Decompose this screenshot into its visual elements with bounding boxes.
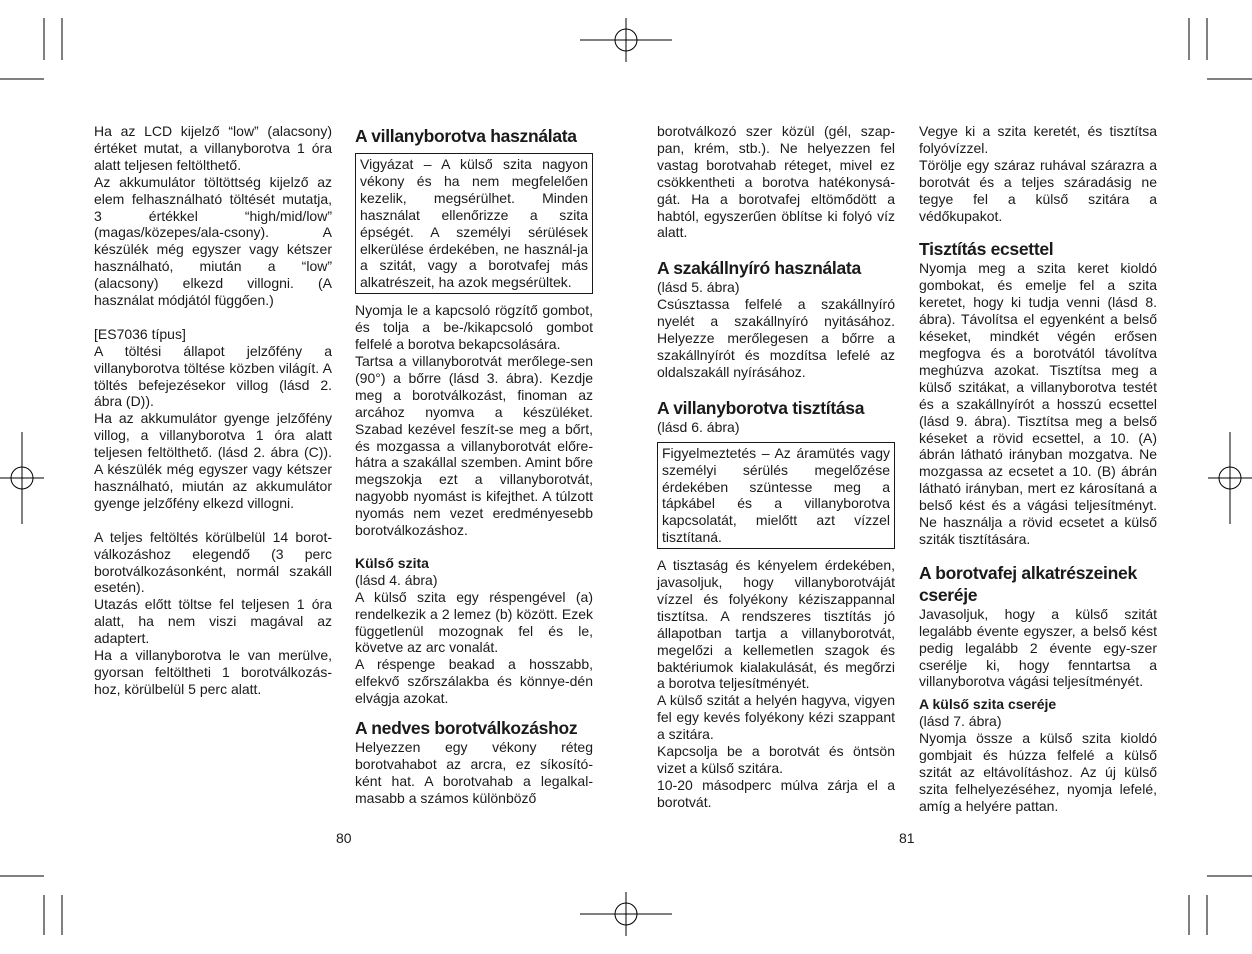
section-heading: A villanyborotva tisztítása <box>657 397 865 418</box>
paragraph: A külső szitát a helyén hagyva, vigyen fel egy kevés folyékony kézi szappant a szitára. <box>657 692 895 743</box>
paragraph: A külső szita egy réspengével (a) rendelkezik a 2 lemez (b) között. Ezek függetlenül mozognak fel és le, követve az arc vonalát. <box>355 588 593 656</box>
paragraph: 10-20 másodperc múlva zárja el a borotvát. <box>657 776 895 810</box>
subsection-heading: A külső szita cseréje <box>919 696 1057 713</box>
paragraph: (lásd 6. ábra) <box>657 418 740 435</box>
paragraph: Nyomja össze a külső szita kioldó gombjait és húzza felfelé a külső szitát az eltávolításhoz. Az új külső szita felhelyezéséhez, nyomja lefelé, amíg a helyére pattan. <box>919 730 1157 814</box>
paragraph: [ES7036 típus] <box>94 325 186 342</box>
page-number: 81 <box>899 830 915 846</box>
right-page-column-1 <box>657 123 895 811</box>
section-heading: Tisztítás ecsettel <box>919 239 1054 260</box>
paragraph: borotválkozó szer közül (gél, szap-pan, krém, stb.). Ne helyezzen fel vastag borotvahab réteget, mivel ez csökkentheti a borotva hatékonysá-gát. Ha a borotvafej eltömődött a habtól, egyszerűen öblítse ki folyó víz alatt. <box>657 123 895 241</box>
warning-box <box>657 442 895 549</box>
paragraph: Nyomja le a kapcsoló rögzítő gombot, és tolja a be-/kikapcsoló gombot felfelé a borotva bekapcsolására. <box>355 302 593 353</box>
section-heading: A villanyborotva használata <box>355 126 577 146</box>
paragraph: Az akkumulátor töltöttség kijelző az elem felhasználható töltését mutatja, 3 értékkel “high/mid/low” (magas/közepes/ala-csony). A készülék még egyszer vagy kétszer használható, miután a “low” (alacsony) elkezd villogni. (A használat módjától függően.) <box>94 173 332 309</box>
warning-text: Figyelmeztetés – Az áramütés vagy személyi sérülés megelőzése érdekében szüntesse meg a tápkábel és a villanyborotva kapcsolatát, mielőtt azt vízzel tisztítaná. <box>662 444 890 546</box>
paragraph: Ha a villanyborotva le van merülve, gyorsan feltöltheti 1 borotválkozás-hoz, körülbelül 5 perc alatt. <box>94 647 332 697</box>
paragraph: A töltési állapot jelzőfény a villanyborotva töltése közben világít. A töltés befejezésekor villog (lásd 2. ábra (D)). <box>94 342 332 410</box>
paragraph: (lásd 7. ábra) <box>919 713 1002 730</box>
paragraph: Nyomja meg a szita keret kioldó gombokat, és emelje fel a szita keretet, hogy ki tudja venni (lásd 8. ábra). Távolítsa el egyenként a belső késeket, mindkét végén erősen megfogva és a borotvától távolítva meghúzva azokat. Tisztítsa meg a külső szitákat, a villanyborotva testét és a szakállnyírót a hosszú ecsettel (lásd 9. ábra). Tisztítsa meg a belső késeket a rövid ecsettel, a 10. (A) ábrán látható irányban mozgatva. Ne mozgassa az ecsetet a 10. (B) ábrán látható irányban, mert ez károsítaná a belső kést és a vágási teljesítményt. Ne használja a rövid ecsetet a külső sziták tisztítására. <box>919 260 1157 547</box>
section-heading: A nedves borotválkozáshoz <box>355 718 578 739</box>
paragraph: Csúsztassa felfelé a szakállnyíró nyelét a szakállnyíró nyitásához. Helyezze merőlegesen a bőrre a szakállnyírót és mozdítsa lefelé az oldalszakáll nyírásához. <box>657 296 895 380</box>
left-page-column-1 <box>94 123 332 698</box>
paragraph: Tartsa a villanyborotvát merőlege-sen (90°) a bőrre (lásd 3. ábra). Kezdje meg a borotválkozást, finoman az arcához nyomva a készüléket. Szabad kezével feszít-se meg a bőrt, és mozgassa a villanyborotvát előre-hátra a szakállal szemben. Amint bőre megszokja ezt a villanyborotvát, nagyobb nyomást is kifejthet. A túlzott nyomás nem vezet eredményesebb borotválkozáshoz. <box>355 352 593 539</box>
paragraph: Ha az LCD kijelző “low” (alacsony) értéket mutat, a villanyborotva 1 óra alatt teljesen feltölthető. <box>94 123 332 173</box>
paragraph: (lásd 4. ábra) <box>355 571 438 588</box>
paragraph: Ha az akkumulátor gyenge jelzőfény villog, a villanyborotva 1 óra alatt teljesen feltölthető. (lásd 2. ábra (C)). A készülék még egyszer vagy kétszer használható, miután az akkumulátor gyenge jelzőfény elkezd villogni. <box>94 410 332 511</box>
caution-box <box>355 153 593 294</box>
left-page-column-2 <box>355 125 593 807</box>
page-number: 80 <box>336 830 352 846</box>
paragraph: A teljes feltöltés körülbelül 14 borot-válkozáshoz elegendő (3 perc borotválkozásonként, normál szakáll esetén). <box>94 528 332 596</box>
paragraph: A tisztaság és kényelem érdekében, javasoljuk, hogy villanyborotváját vízzel és folyékony kéziszappannal tisztítsa. A rendszeres tisztítás jó állapotban tartja a villanyborotvát, megelőzi a kellemetlen szagok és baktériumok kialakulását, és megőrzi a borotva teljesítményét. <box>657 557 895 692</box>
paragraph: Helyezzen egy vékony réteg borotvahabot az arcra, ez síkosító-ként hat. A borotvahab a legalkal-masabb a számos különböző <box>355 739 593 806</box>
section-heading: A borotvafej alkatrészeinek cseréje <box>919 562 1137 605</box>
caution-text: Vigyázat – A külső szita nagyon vékony és ha nem megfelelően kezelik, megsérülhet. Minden használat ellenőrizze a szita épségét. A személyi sérülések elkerülése érdekében, ne használ-ja a szitát, vagy a borotvafej más alkatrészeit, ha azok megsérültek. <box>360 156 588 291</box>
paragraph: (lásd 5. ábra) <box>657 279 740 296</box>
paragraph: Vegye ki a szita keretét, és tisztítsa folyóvízzel. <box>919 123 1157 156</box>
right-page-column-2 <box>919 123 1157 815</box>
paragraph: Javasoljuk, hogy a külső szitát legalább évente egyszer, a belső kést pedig legalább 2 évente egy-szer cserélje ki, hogy fenntartsa a villanyborotva vágási teljesítményét. <box>919 605 1157 690</box>
section-heading: A szakállnyíró használata <box>657 258 861 279</box>
paragraph: Törölje egy száraz ruhával szárazra a borotvát és a teljes száradásig ne tegye fel a külső szitára a védőkupakot. <box>919 156 1157 224</box>
paragraph: Utazás előtt töltse fel teljesen 1 óra alatt, ha nem viszi magával az adaptert. <box>94 596 332 647</box>
paragraph: Kapcsolja be a borotvát és öntsön vizet a külső szitára. <box>657 743 895 776</box>
paragraph: A réspenge beakad a hosszabb, elfekvő szőrszálakba és könnye-dén elvágja azokat. <box>355 656 593 707</box>
subsection-heading: Külső szita <box>355 554 429 571</box>
